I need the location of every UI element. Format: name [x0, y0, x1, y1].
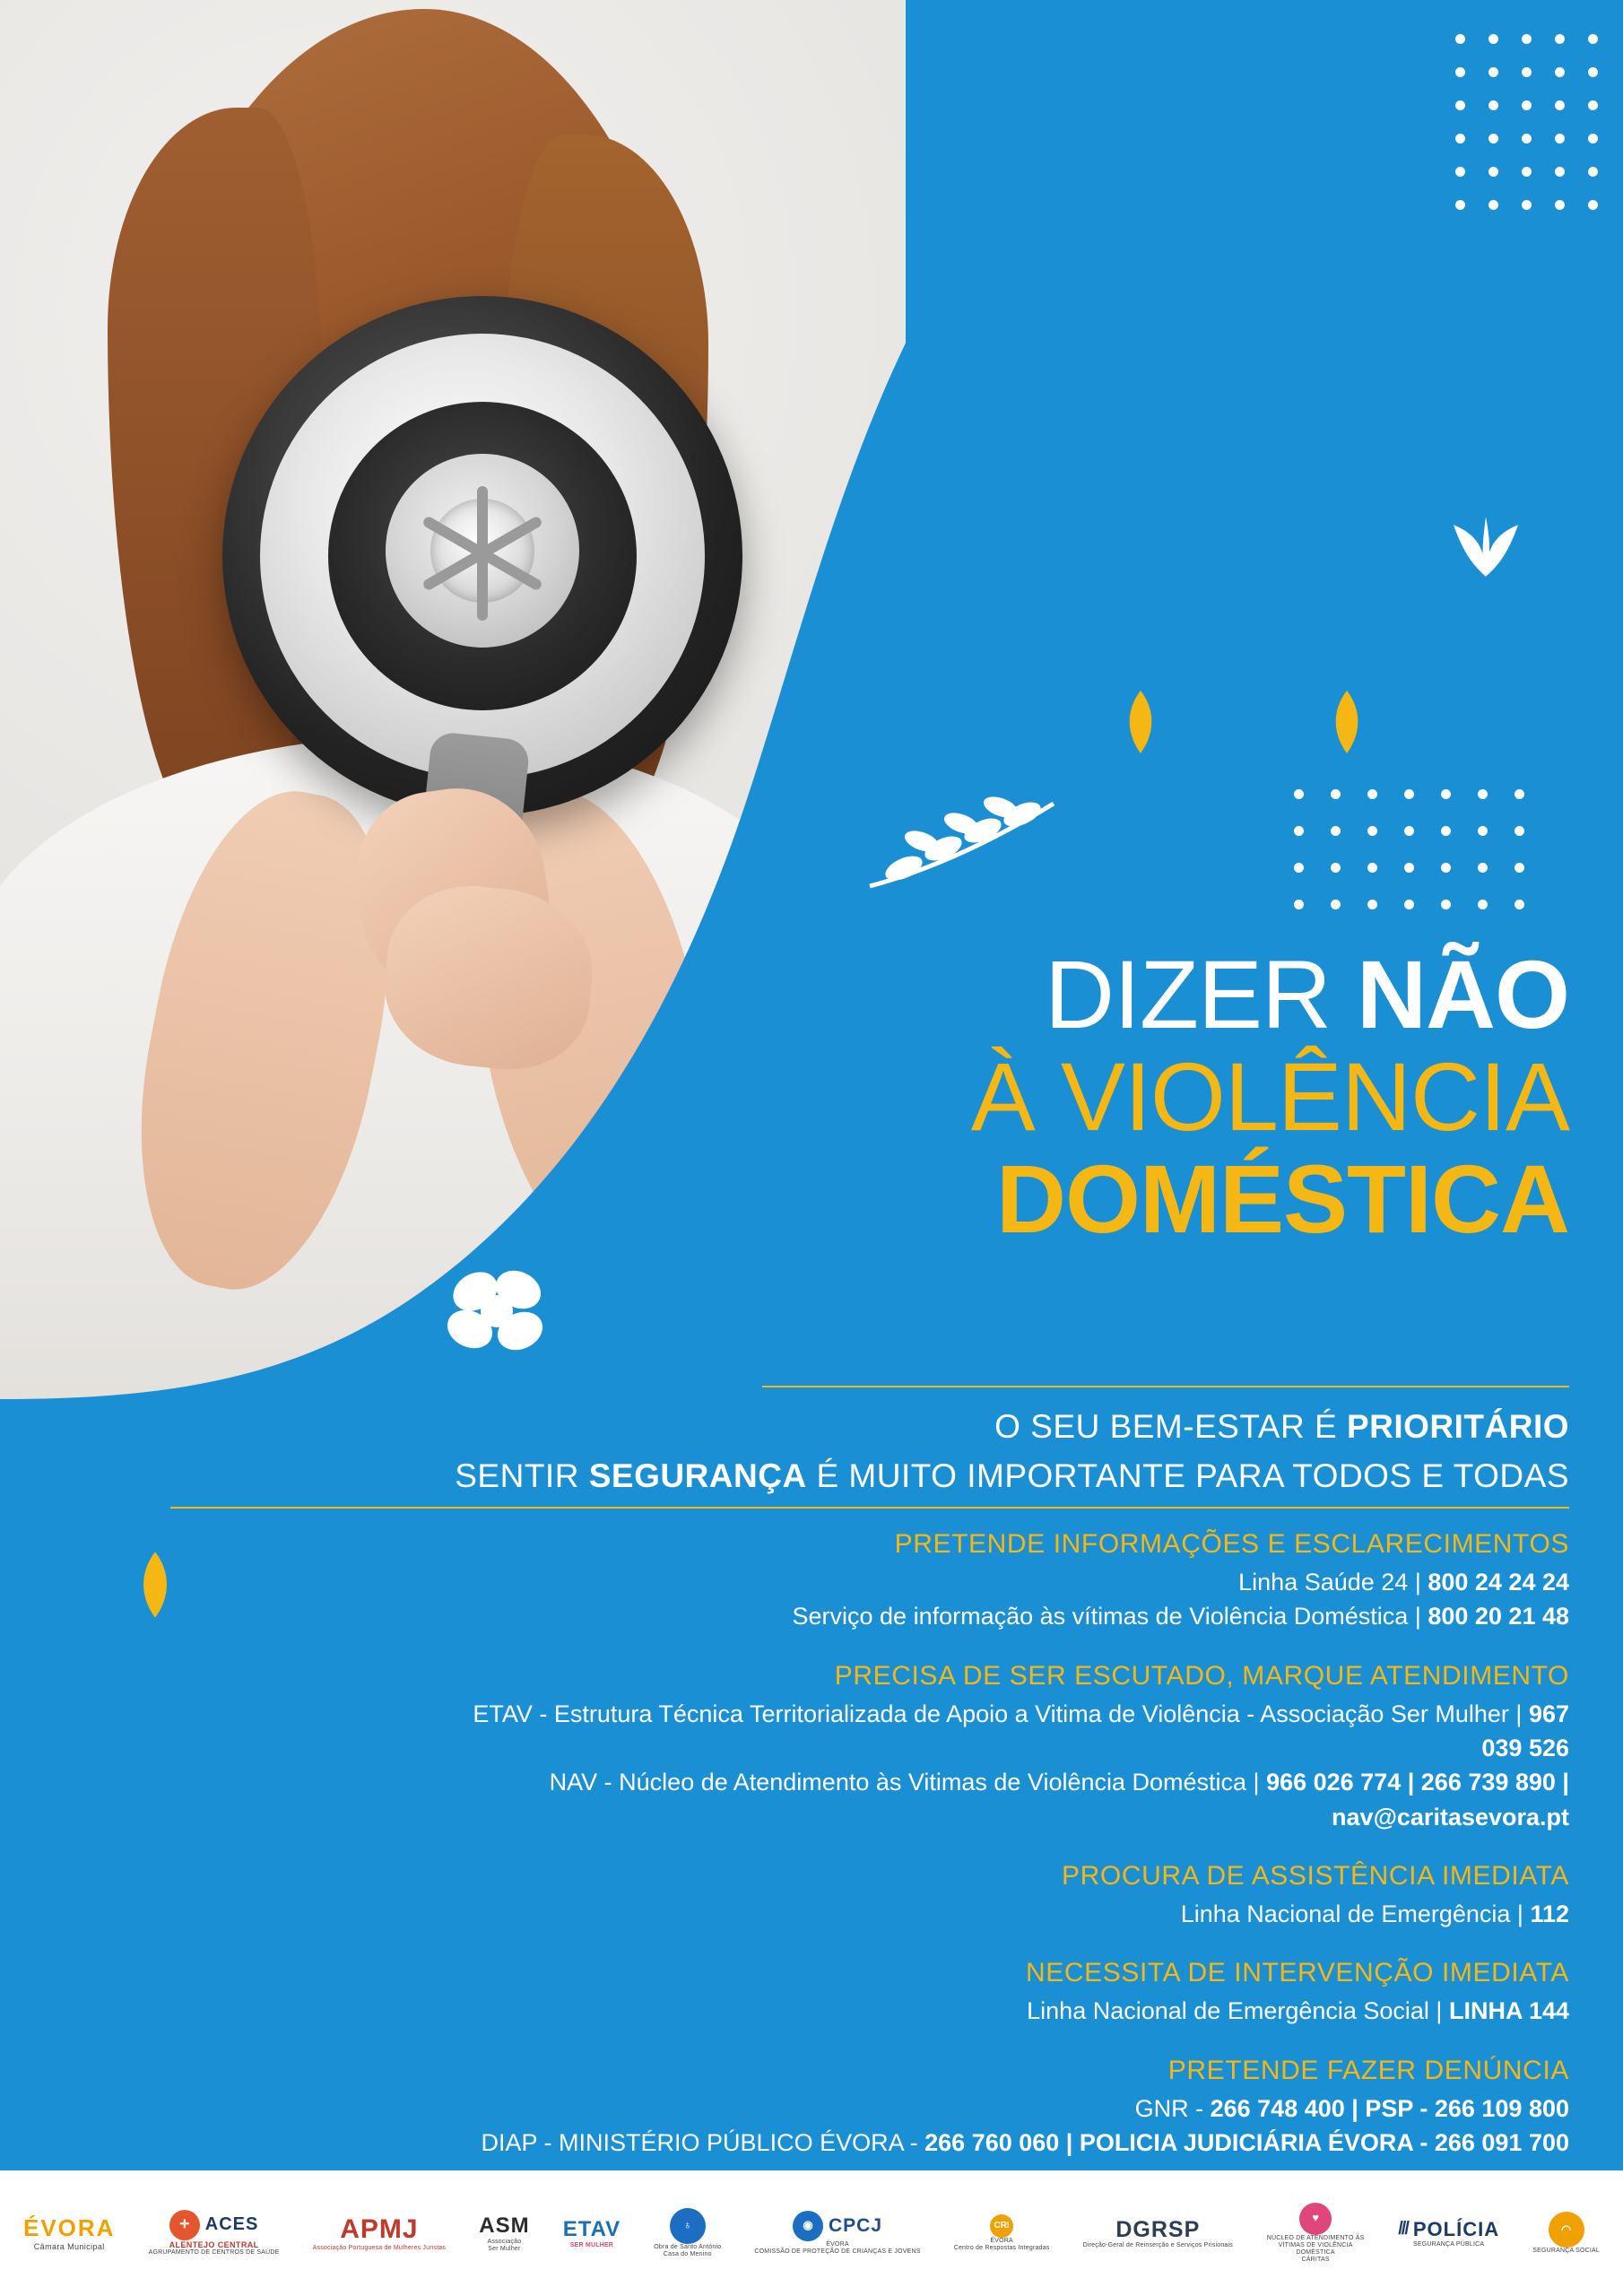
logo-cpcj-title: CPCJ	[828, 2214, 883, 2236]
contact-block-title: PRECISA DE SER ESCUTADO, MARQUE ATENDIMENTO	[834, 1660, 1569, 1691]
logo-nucleo-atendimento-vitimas[interactable]	[1266, 2203, 1365, 2264]
contact-line	[457, 1697, 1569, 1766]
contact-line	[457, 2126, 1569, 2160]
headline-line-3: DOMÉSTICA	[996, 1144, 1569, 1253]
logo-dgrsp[interactable]	[1083, 2217, 1233, 2250]
leaf-icon-yellow-c	[135, 1552, 176, 1618]
headline-nao: NÃO	[1357, 940, 1569, 1048]
contact-line	[457, 1565, 1569, 1599]
headline-dizer: DIZER	[1044, 940, 1357, 1048]
contact-line	[457, 1897, 1569, 1931]
cpcj-icon: ◉	[793, 2211, 823, 2241]
logo-psp-sub: SEGURANÇA PÚBLICA	[1413, 2240, 1485, 2248]
subtitle-1-bold: PRIORITÁRIO	[1346, 1408, 1569, 1445]
contact-line-number[interactable]: 800 20 21 48	[1428, 1603, 1569, 1631]
logo-asm-sub: Associação	[487, 2238, 522, 2245]
logo-cpcj-sub: ÉVORA	[826, 2240, 849, 2248]
logo-psp-title: POLÍCIA	[1412, 2218, 1500, 2241]
logo-etav-ser-mulher[interactable]	[563, 2217, 621, 2249]
logo-asm-ser-mulher[interactable]	[479, 2213, 529, 2253]
logo-casa-do-menino[interactable]	[654, 2208, 721, 2258]
contacts-section	[457, 1529, 1569, 2187]
logo-aces-title: ACES	[204, 2214, 259, 2235]
headline-line-1	[565, 940, 1569, 1048]
contact-line-text: ETAV - Estrutura Técnica Territorializada de Apoio a Vitima de Violência - Associação Ser Mulher |	[473, 1700, 1529, 1727]
casa-do-menino-icon: ♁	[670, 2208, 706, 2244]
subtitle-1-text: O SEU BEM-ESTAR É	[994, 1408, 1347, 1445]
flower-icon	[439, 1256, 556, 1363]
logo-cpcj-evora[interactable]	[754, 2211, 920, 2256]
logo-asm-tiny: Ser Mulher	[488, 2245, 521, 2252]
logo-cri-evora[interactable]	[954, 2214, 1050, 2252]
logo-seguranca-social[interactable]	[1532, 2212, 1600, 2255]
contact-block-title: NECESSITA DE INTERVENÇÃO IMEDIATA	[1025, 1958, 1569, 1988]
logo-cri-sub: ÉVORA	[990, 2237, 1013, 2244]
logo-apmj[interactable]	[313, 2214, 446, 2253]
contact-line-number[interactable]: LINHA 144	[1448, 1997, 1569, 2025]
contact-line-text: Linha Saúde 24 |	[1238, 1569, 1428, 1596]
contact-line-text: GNR -	[1134, 2094, 1211, 2122]
contact-block-title: PRETENDE INFORMAÇÕES E ESCLARECIMENTOS	[894, 1529, 1569, 1559]
contact-line-number[interactable]: 967 039 526	[1481, 1700, 1569, 1761]
contact-line-number[interactable]: 266 748 400 | PSP - 266 109 800	[1210, 2094, 1569, 2122]
dot-grid-middle-right	[1294, 789, 1524, 909]
headline-line-2: À VIOLÊNCIA	[970, 1042, 1569, 1151]
contact-block-title: PROCURA DE ASSISTÊNCIA IMEDIATA	[1062, 1860, 1569, 1891]
heart-icon: ♥	[1299, 2203, 1332, 2235]
contact-line	[457, 2092, 1569, 2126]
logo-nav-sub: NÚCLEO DE ATENDIMENTO ÀS VÍTIMAS DE VIOLÊNCIA DOMÉSTICA	[1266, 2234, 1365, 2256]
logo-evora-title: ÉVORA	[23, 2213, 116, 2241]
contact-line-number[interactable]: 800 24 24 24	[1428, 1569, 1569, 1596]
contact-block-title: PRETENDE FAZER DENÚNCIA	[1167, 2055, 1569, 2085]
contact-line-number[interactable]: 266 760 060 | POLICIA JUDICIÁRIA ÉVORA - 266 091 700	[924, 2128, 1569, 2156]
branch-icon	[861, 789, 1067, 897]
contact-line-text: NAV - Núcleo de Atendimento às Vitimas de Violência Doméstica |	[549, 1769, 1267, 1796]
logo-asm-title: ASM	[479, 2213, 530, 2239]
contact-line	[457, 1599, 1569, 1633]
leaf-icon-yellow-a	[1121, 691, 1160, 753]
logo-aces-tiny: AGRUPAMENTO DE CENTROS DE SAÚDE	[148, 2249, 280, 2257]
contact-block	[457, 1958, 1569, 2028]
logo-dgrsp-sub: Direção-Geral de Reinserção e Serviços Prisionais	[1082, 2242, 1233, 2249]
logo-cri-tiny: Centro de Respostas Integradas	[953, 2245, 1050, 2251]
leaf-icon-top-right	[1445, 502, 1526, 583]
contact-block	[457, 2056, 1569, 2161]
logo-policia-seguranca-publica[interactable]	[1398, 2218, 1499, 2248]
logo-etav-sub: SER MULHER	[569, 2241, 614, 2248]
logo-aces-sub: ALENTEJO CENTRAL	[169, 2239, 259, 2249]
contact-line	[457, 1765, 1569, 1834]
contact-line-text: Linha Nacional de Emergência Social |	[1027, 1997, 1449, 2025]
logo-evora-camara-municipal[interactable]	[23, 2215, 115, 2251]
subtitle-line-1	[994, 1408, 1569, 1446]
contact-line-text: DIAP - MINISTÉRIO PÚBLICO ÉVORA -	[481, 2128, 925, 2156]
logo-apmj-sub: Associação Portuguesa de Mulheres Juristas	[312, 2245, 447, 2252]
leaf-icon-yellow-b	[1327, 691, 1367, 753]
contact-block	[457, 1529, 1569, 1634]
contact-line-text: Serviço de informação às vítimas de Violência Doméstica |	[792, 1603, 1428, 1631]
contact-block	[457, 1861, 1569, 1931]
contact-line-text: Linha Nacional de Emergência |	[1180, 1900, 1531, 1927]
seguranca-social-icon: ◠	[1549, 2212, 1584, 2248]
dot-grid-top-right	[1455, 34, 1598, 210]
contact-line	[457, 1994, 1569, 2028]
logo-cpcj-tiny: COMISSÃO DE PROTEÇÃO DE CRIANÇAS E JOVENS	[754, 2248, 921, 2255]
logo-ss-sub: SEGURANÇA SOCIAL	[1532, 2247, 1600, 2254]
contact-line-number[interactable]: 112	[1530, 1900, 1569, 1927]
logo-apmj-title: APMJ	[340, 2213, 419, 2244]
logo-etav-title: ETAV	[562, 2217, 621, 2242]
divider-bottom	[170, 1507, 1569, 1509]
logo-aces-alentejo-central[interactable]	[149, 2210, 280, 2257]
headline	[565, 940, 1569, 1253]
divider-top	[762, 1386, 1569, 1387]
subtitle-line-2	[455, 1457, 1569, 1495]
subtitle-2-a: SENTIR	[455, 1457, 589, 1494]
logo-casa-tiny: Casa do Menino	[663, 2251, 712, 2257]
contact-line-number[interactable]: 966 026 774 | 266 739 890 | nav@caritasevora.pt	[1266, 1769, 1569, 1831]
aces-mark: ✛	[169, 2210, 200, 2240]
subtitle-2-c: É MUITO IMPORTANTE PARA TODOS E TODAS	[806, 1457, 1569, 1494]
contact-block	[457, 1661, 1569, 1834]
logo-nav-tiny: CÁRITAS	[1301, 2257, 1330, 2264]
logo-evora-sub: Câmara Municipal	[33, 2241, 105, 2251]
psp-stripes-icon: ///	[1398, 2219, 1408, 2239]
partner-logo-bar	[0, 2170, 1623, 2296]
subtitle-2-bold: SEGURANÇA	[588, 1457, 807, 1494]
cri-icon: CRI	[990, 2214, 1013, 2238]
logo-dgrsp-title: DGRSP	[1115, 2216, 1201, 2242]
logo-casa-sub: Obra de Santo António	[654, 2243, 722, 2250]
